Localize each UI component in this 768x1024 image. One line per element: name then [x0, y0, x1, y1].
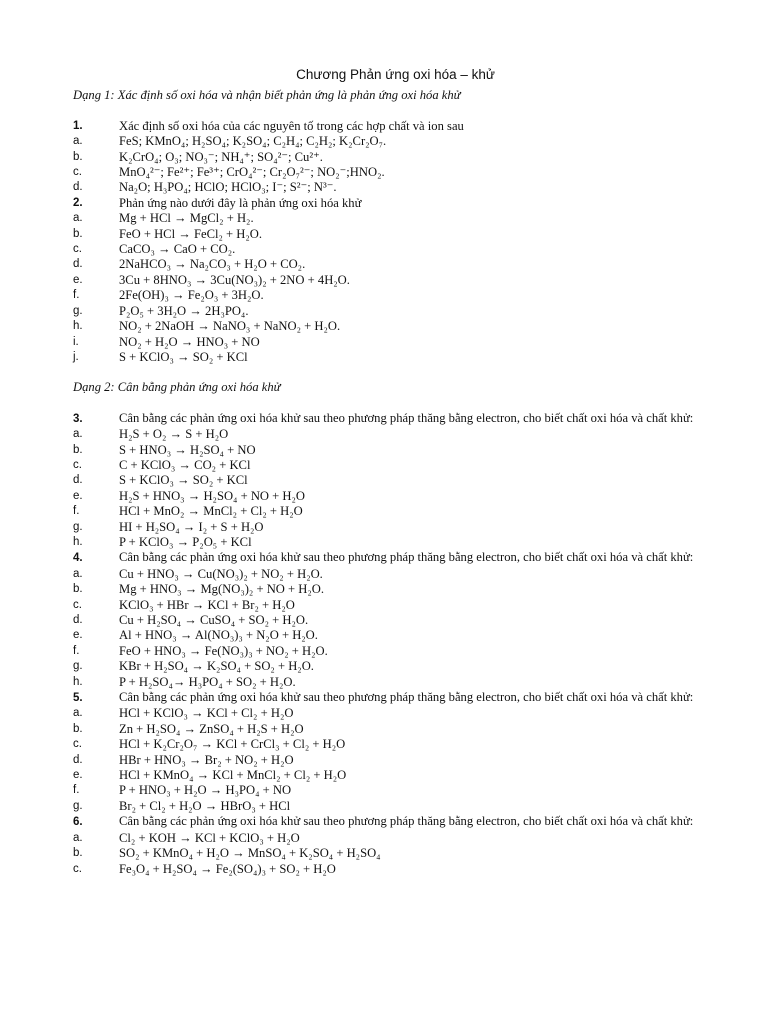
item-equation: FeO + HNO₃ → Fe(NO₃)₃ + NO₂ + H₂O. — [119, 643, 328, 658]
list-item — [73, 165, 710, 180]
item-equation: Cu + HNO₃ → Cu(NO₃)₂ + NO₂ + H₂O. — [119, 566, 323, 581]
item-equation: 3Cu + 8HNO₃ → 3Cu(NO₃)₂ + 2NO + 4H₂O. — [119, 272, 350, 287]
item-equation: KClO₃ + HBr → KCl + Br₂ + H₂O — [119, 597, 295, 612]
item-label: e. — [73, 629, 83, 642]
question-number: 2. — [73, 196, 83, 209]
item-equation: K₂CrO₄; O₃; NO₃⁻; NH₄⁺; SO₄²⁻; Cu²⁺. — [119, 149, 323, 164]
list-item — [73, 862, 710, 877]
list-item — [73, 520, 710, 535]
list-item — [73, 644, 710, 659]
item-label: h. — [73, 320, 83, 333]
question — [73, 814, 710, 830]
page-title: Chương Phản ứng oxi hóa – khử — [296, 67, 495, 82]
question-number: 6. — [73, 816, 83, 829]
question-text: Cân bằng các phản ứng oxi hóa khử sau theo phương pháp thăng bằng electron, cho biết chất oxi hóa và chất khử: — [119, 410, 694, 425]
item-equation: FeO + HCl → FeCl₂ + H₂O. — [119, 226, 262, 241]
list-item — [73, 768, 710, 783]
item-label: a. — [73, 831, 83, 844]
list-item — [73, 242, 710, 257]
item-equation: 2Fe(OH)₃ → Fe₂O₃ + 3H₂O. — [119, 288, 264, 303]
question — [73, 196, 710, 211]
item-equation: HCl + KMnO₄ → KCl + MnCl₂ + Cl₂ + H₂O — [119, 768, 347, 783]
question-number: 4. — [73, 552, 83, 565]
list-item — [73, 504, 710, 519]
item-label: c. — [73, 243, 82, 256]
list-item — [73, 799, 710, 814]
question-number: 1. — [73, 119, 83, 132]
item-equation: Zn + H₂SO₄ → ZnSO₄ + H₂S + H₂O — [119, 721, 304, 736]
item-label: g. — [73, 304, 83, 317]
item-equation: Cu + H₂SO₄ → CuSO₄ + SO₂ + H₂O. — [119, 613, 309, 627]
item-equation: HCl + KClO₃ → KCl + Cl₂ + H₂O — [119, 706, 294, 721]
item-equation: Mg + HNO₃ → Mg(NO₃)₂ + NO + H₂O. — [119, 582, 325, 597]
item-equation: P + HNO₃ + H₂O → H₃PO₄ + NO — [119, 783, 292, 798]
question-text: Cân bằng các phản ứng oxi hóa khử sau theo phương pháp thăng bằng electron, cho biết chất oxi hóa và chất khử: — [119, 550, 694, 565]
item-equation: CaCO₃ → CaO + CO₂. — [119, 242, 236, 257]
list-item — [73, 427, 710, 442]
list-item — [73, 227, 710, 242]
item-label: f. — [73, 644, 80, 657]
item-label: b. — [73, 583, 83, 596]
question — [73, 119, 710, 134]
question-text: Xác định số oxi hóa của các nguyên tố trong các hợp chất và ion sau — [119, 118, 464, 133]
item-label: e. — [73, 769, 83, 782]
item-label: d. — [73, 258, 83, 271]
item-equation: HI + H₂SO₄ → I₂ + S + H₂O — [119, 519, 264, 534]
list-item — [73, 473, 710, 488]
item-equation: S + KClO₃ → SO₂ + KCl — [119, 473, 248, 488]
item-equation: Cl₂ + KOH → KCl + KClO₃ + H₂O — [119, 830, 300, 845]
spacer — [73, 365, 710, 380]
list-item — [73, 567, 710, 582]
item-label: h. — [73, 675, 83, 688]
item-label: d. — [73, 753, 83, 766]
question — [73, 550, 710, 566]
item-label: j. — [73, 350, 79, 363]
list-item — [73, 180, 710, 195]
item-label: b. — [73, 847, 83, 860]
item-equation: MnO₄²⁻; Fe²⁺; Fe³⁺; CrO₄²⁻; Cr₂O₇²⁻; NO₂⁻;HNO₂. — [119, 165, 385, 180]
list-item — [73, 304, 710, 319]
item-equation: H₂S + O₂ → S + H₂O — [119, 427, 229, 442]
item-equation: Na₂O; H₃PO₄; HClO; HClO₃; I⁻; S²⁻; N³⁻. — [119, 180, 337, 195]
list-item — [73, 831, 710, 846]
list-item — [73, 659, 710, 674]
question-text: Phản ứng nào dưới đây là phản ứng oxi hóa khử — [119, 195, 362, 210]
item-equation: C + KClO₃ → CO₂ + KCl — [119, 457, 251, 472]
list-item — [73, 288, 710, 303]
item-label: i. — [73, 335, 79, 348]
list-item — [73, 443, 710, 458]
item-equation: S + HNO₃ → H₂SO₄ + NO — [119, 442, 256, 457]
list-item — [73, 582, 710, 597]
list-item — [73, 134, 710, 149]
item-label: a. — [73, 567, 83, 580]
item-label: d. — [73, 474, 83, 487]
item-equation: H₂S + HNO₃ → H₂SO₄ + NO + H₂O — [119, 488, 305, 503]
item-label: c. — [73, 862, 82, 875]
item-equation: SO₂ + KMnO₄ + H₂O → MnSO₄ + K₂SO₄ + H₂SO₄ — [119, 846, 381, 861]
question-number: 3. — [73, 412, 83, 425]
item-equation: NO₂ + 2NaOH → NaNO₃ + NaNO₂ + H₂O. — [119, 319, 341, 334]
list-item — [73, 257, 710, 272]
spacer — [73, 396, 710, 411]
item-equation: HCl + K₂Cr₂O₇ → KCl + CrCl₃ + Cl₂ + H₂O — [119, 737, 346, 752]
list-item — [73, 737, 710, 752]
item-equation: HBr + HNO₃ → Br₂ + NO₂ + H₂O — [119, 752, 294, 767]
item-label: b. — [73, 227, 83, 240]
item-label: g. — [73, 799, 83, 812]
item-equation: NO₂ + H₂O → HNO₃ + NO — [119, 334, 260, 349]
list-item — [73, 458, 710, 473]
item-label: d. — [73, 181, 83, 194]
item-equation: FeS; KMnO₄; H₂SO₄; K₂SO₄; C₂H₄; C₂H₂; K₂Cr₂O₇. — [119, 134, 387, 149]
list-item — [73, 753, 710, 768]
item-label: f. — [73, 289, 80, 302]
item-equation: P₂O₅ + 3H₂O → 2H₃PO₄. — [119, 303, 249, 318]
list-item — [73, 628, 710, 643]
list-item — [73, 150, 710, 165]
question-text: Cân bằng các phản ứng oxi hóa khử sau theo phương pháp thăng bằng electron, cho biết chất oxi hóa và chất khử: — [119, 814, 694, 829]
item-label: b. — [73, 443, 83, 456]
item-label: g. — [73, 520, 83, 533]
list-item — [73, 613, 710, 628]
item-label: e. — [73, 489, 83, 502]
item-label: e. — [73, 273, 83, 286]
item-equation: P + H₂SO₄→ H₃PO₄ + SO₂ + H₂O. — [119, 674, 296, 689]
item-label: c. — [73, 738, 82, 751]
item-equation: KBr + H₂SO₄ → K₂SO₄ + SO₂ + H₂O. — [119, 659, 314, 674]
item-equation: S + KClO₃ → SO₂ + KCl — [119, 349, 248, 364]
item-equation: Br₂ + Cl₂ + H₂O → HBrO₃ + HCl — [119, 798, 291, 813]
item-label: c. — [73, 166, 82, 179]
section-heading: Dạng 1: Xác định số oxi hóa và nhận biết phản ứng là phản ứng oxi hóa khử — [73, 88, 461, 103]
item-label: a. — [73, 212, 83, 225]
item-label: a. — [73, 135, 83, 148]
list-item — [73, 675, 710, 690]
item-equation: Mg + HCl → MgCl₂ + H₂. — [119, 211, 254, 226]
question-text: Cân bằng các phản ứng oxi hóa khử sau theo phương pháp thăng bằng electron, cho biết chất oxi hóa và chất khử: — [119, 690, 694, 705]
item-label: a. — [73, 428, 83, 441]
item-label: a. — [73, 707, 83, 720]
document-body — [73, 88, 710, 877]
list-item — [73, 783, 710, 798]
list-item — [73, 846, 710, 861]
list-item — [73, 273, 710, 288]
list-item — [73, 350, 710, 365]
item-label: b. — [73, 722, 83, 735]
question-number: 5. — [73, 692, 83, 705]
item-label: d. — [73, 614, 83, 626]
list-item — [73, 335, 710, 350]
list-item — [73, 706, 710, 721]
item-label: f. — [73, 505, 80, 518]
question — [73, 690, 710, 706]
item-label: h. — [73, 535, 83, 548]
item-label: f. — [73, 784, 80, 797]
item-label: c. — [73, 458, 82, 471]
item-label: c. — [73, 598, 82, 611]
section-heading: Dạng 2: Cân bằng phản ứng oxi hóa khử — [73, 380, 281, 395]
list-item — [73, 489, 710, 504]
item-equation: P + KClO₃ → P₂O₅ + KCl — [119, 534, 252, 549]
item-equation: 2NaHCO₃ → Na₂CO₃ + H₂O + CO₂. — [119, 257, 306, 272]
item-equation: Al + HNO₃ → Al(NO₃)₃ + N₂O + H₂O. — [119, 628, 318, 643]
question — [73, 411, 710, 427]
item-label: b. — [73, 150, 83, 163]
item-equation: HCl + MnO₂ → MnCl₂ + Cl₂ + H₂O — [119, 504, 303, 519]
item-label: g. — [73, 660, 83, 673]
spacer — [73, 104, 710, 119]
list-item — [73, 598, 710, 613]
list-item — [73, 535, 710, 550]
list-item — [73, 722, 710, 737]
item-equation: Fe₃O₄ + H₂SO₄ → Fe₂(SO₄)₃ + SO₂ + H₂O — [119, 861, 336, 876]
list-item — [73, 319, 710, 334]
list-item — [73, 211, 710, 226]
